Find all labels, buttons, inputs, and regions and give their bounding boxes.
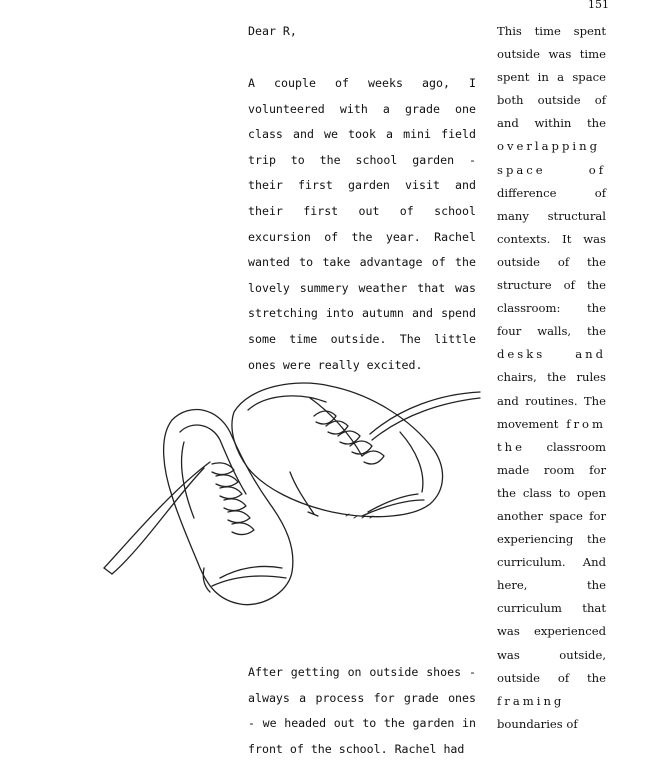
salutation-text: Dear R, [248, 24, 297, 38]
right-shoe-drawing [232, 383, 480, 518]
page-number: 151 [588, 0, 609, 11]
side-text-b: overlapping space of [497, 139, 606, 177]
sneakers-sketch [100, 372, 484, 620]
side-text-e: chairs, the rules and routines. The movement [497, 370, 606, 431]
letter-paragraph-one [248, 71, 476, 378]
side-text-d: desks and [497, 347, 606, 362]
side-text-h: framing [497, 693, 565, 708]
letter-salutation [248, 19, 476, 45]
paragraph-one-text: A couple of weeks ago, I volunteered with a grade one class and we took a mini field trip to the school garden - their first garden visit and their first out of school excursion of the year. Rachel wanted to take advantage of the lovely summery weather that was stretching into autumn and spend some time outside. The little ones were really excited. [248, 76, 476, 372]
paragraph-two-text: After getting on outside shoes - always a process for grade ones - we headed out to the garden in front of the school. Rachel had [248, 665, 476, 756]
left-shoe-drawing [104, 410, 293, 605]
side-text-a: This time spent outside was time spent in a space both outside of and within the [497, 24, 606, 131]
side-text-f: from the [497, 416, 606, 454]
side-text-g: classroom made room for the class to open another space for experiencing the curriculum. And here, the curriculum that was experienced was outside, outside of the [497, 439, 606, 685]
side-column-text [497, 20, 606, 736]
letter-paragraph-two [248, 660, 476, 762]
side-text-i: boundaries of [497, 716, 578, 731]
side-text-c: difference of many structural contexts. It was outside of the structure of the classroom: the four walls, the [497, 185, 606, 339]
